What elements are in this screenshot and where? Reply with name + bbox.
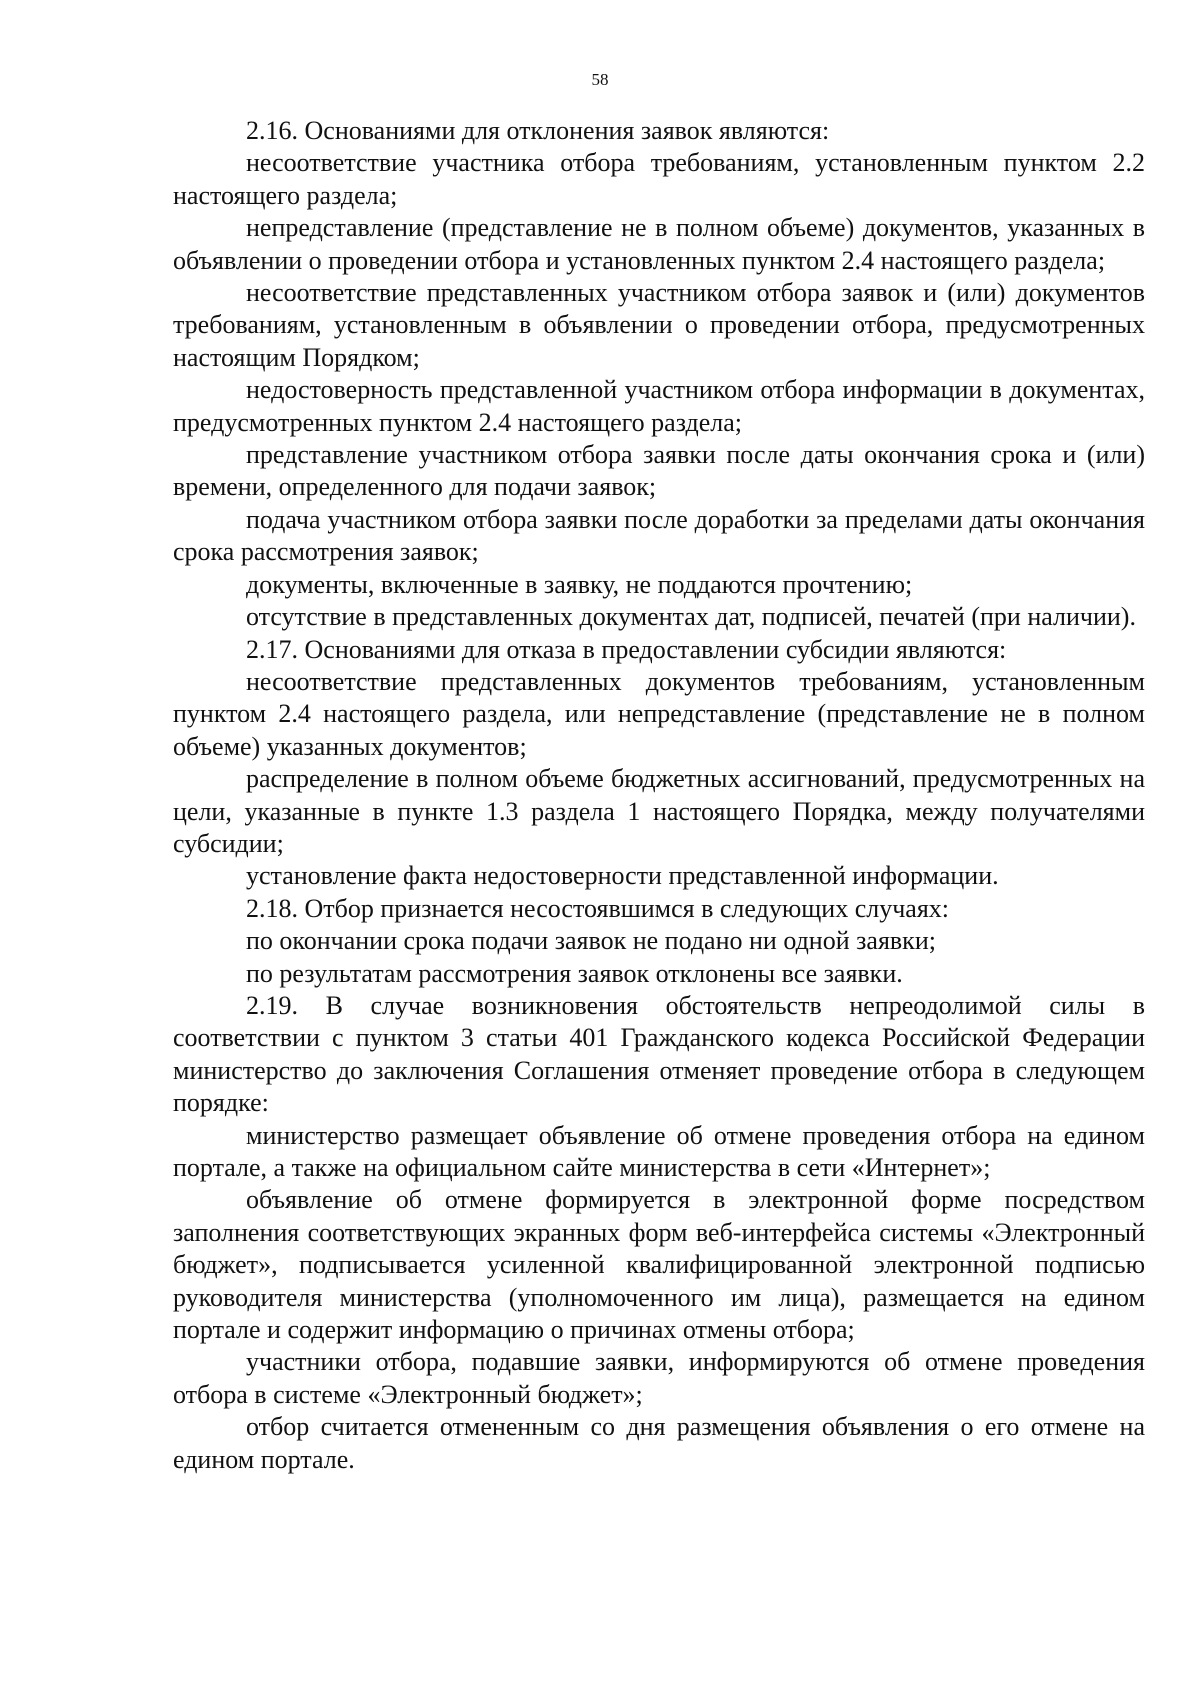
paragraph: несоответствие участника отбора требованиям, установленным пунктом 2.2 настоящего раздела; — [173, 148, 1145, 210]
paragraph: представление участником отбора заявки после даты окончания срока и (или) времени, определенного для подачи заявок; — [173, 440, 1145, 502]
paragraph: документы, включенные в заявку, не поддаются прочтению; — [246, 569, 913, 599]
paragraph: по окончании срока подачи заявок не подано ни одной заявки; — [246, 926, 936, 956]
paragraph: несоответствие представленных документов требованиям, установленным пунктом 2.4 настоящего раздела, или непредставление (представление не в полном объеме) указанных документов; — [173, 666, 1145, 761]
paragraph: подача участником отбора заявки после доработки за пределами даты окончания срока рассмотрения заявок; — [173, 504, 1145, 567]
paragraph: по результатам рассмотрения заявок отклонены все заявки. — [246, 958, 903, 988]
page-number: 58 — [591, 70, 609, 89]
paragraph: министерство размещает объявление об отмене проведения отбора на едином портале, а также на официальном сайте министерства в сети «Интернет»; — [173, 1120, 1145, 1182]
paragraph-2-18-heading: 2.18. Отбор признается несостоявшимся в следующих случаях: — [246, 893, 950, 923]
paragraph: отсутствие в представленных документах дат, подписей, печатей (при наличии). — [246, 602, 1136, 632]
paragraph: объявление об отмене формируется в электронной форме посредством заполнения соответствующих экранных форм веб-интерфейса системы «Электронный бюджет», подписывается усиленной квалифицированной электронной подписью руководителя министерства (уполномоченного им лица), размещается на едином портале и содержит информацию о причинах отмены отбора; — [173, 1185, 1145, 1345]
paragraph: участники отбора, подавшие заявки, информируются об отмене проведения отбора в системе «Электронный бюджет»; — [173, 1347, 1145, 1409]
paragraph: отбор считается отмененным со дня размещения объявления о его отмене на едином портале. — [173, 1412, 1145, 1474]
document-body — [173, 115, 1145, 1476]
paragraph: несоответствие представленных участником отбора заявок и (или) документов требованиям, установленным в объявлении о проведении отбора, предусмотренных настоящим Порядком; — [173, 278, 1145, 372]
paragraph: распределение в полном объеме бюджетных ассигнований, предусмотренных на цели, указанные в пункте 1.3 раздела 1 настоящего Порядка, между получателями субсидии; — [173, 764, 1145, 858]
paragraph: непредставление (представление не в полном объеме) документов, указанных в объявлении о проведении отбора и установленных пунктом 2.4 настоящего раздела; — [173, 213, 1145, 275]
paragraph-2-17-heading: 2.17. Основаниями для отказа в предоставлении субсидии являются: — [246, 634, 1007, 664]
paragraph-2-16-heading: 2.16. Основаниями для отклонения заявок являются: — [246, 116, 830, 145]
paragraph: установление факта недостоверности представленной информации. — [246, 861, 999, 891]
paragraph-2-19-heading: 2.19. В случае возникновения обстоятельств непреодолимой силы в соответствии с пунктом 3 статьи 401 Гражданского кодекса Российской Федерации министерство до заключения Соглашения отменяет проведение отбора в следующем порядке: — [173, 990, 1145, 1118]
paragraph: недостоверность представленной участником отбора информации в документах, предусмотренных пунктом 2.4 настоящего раздела; — [173, 375, 1145, 437]
